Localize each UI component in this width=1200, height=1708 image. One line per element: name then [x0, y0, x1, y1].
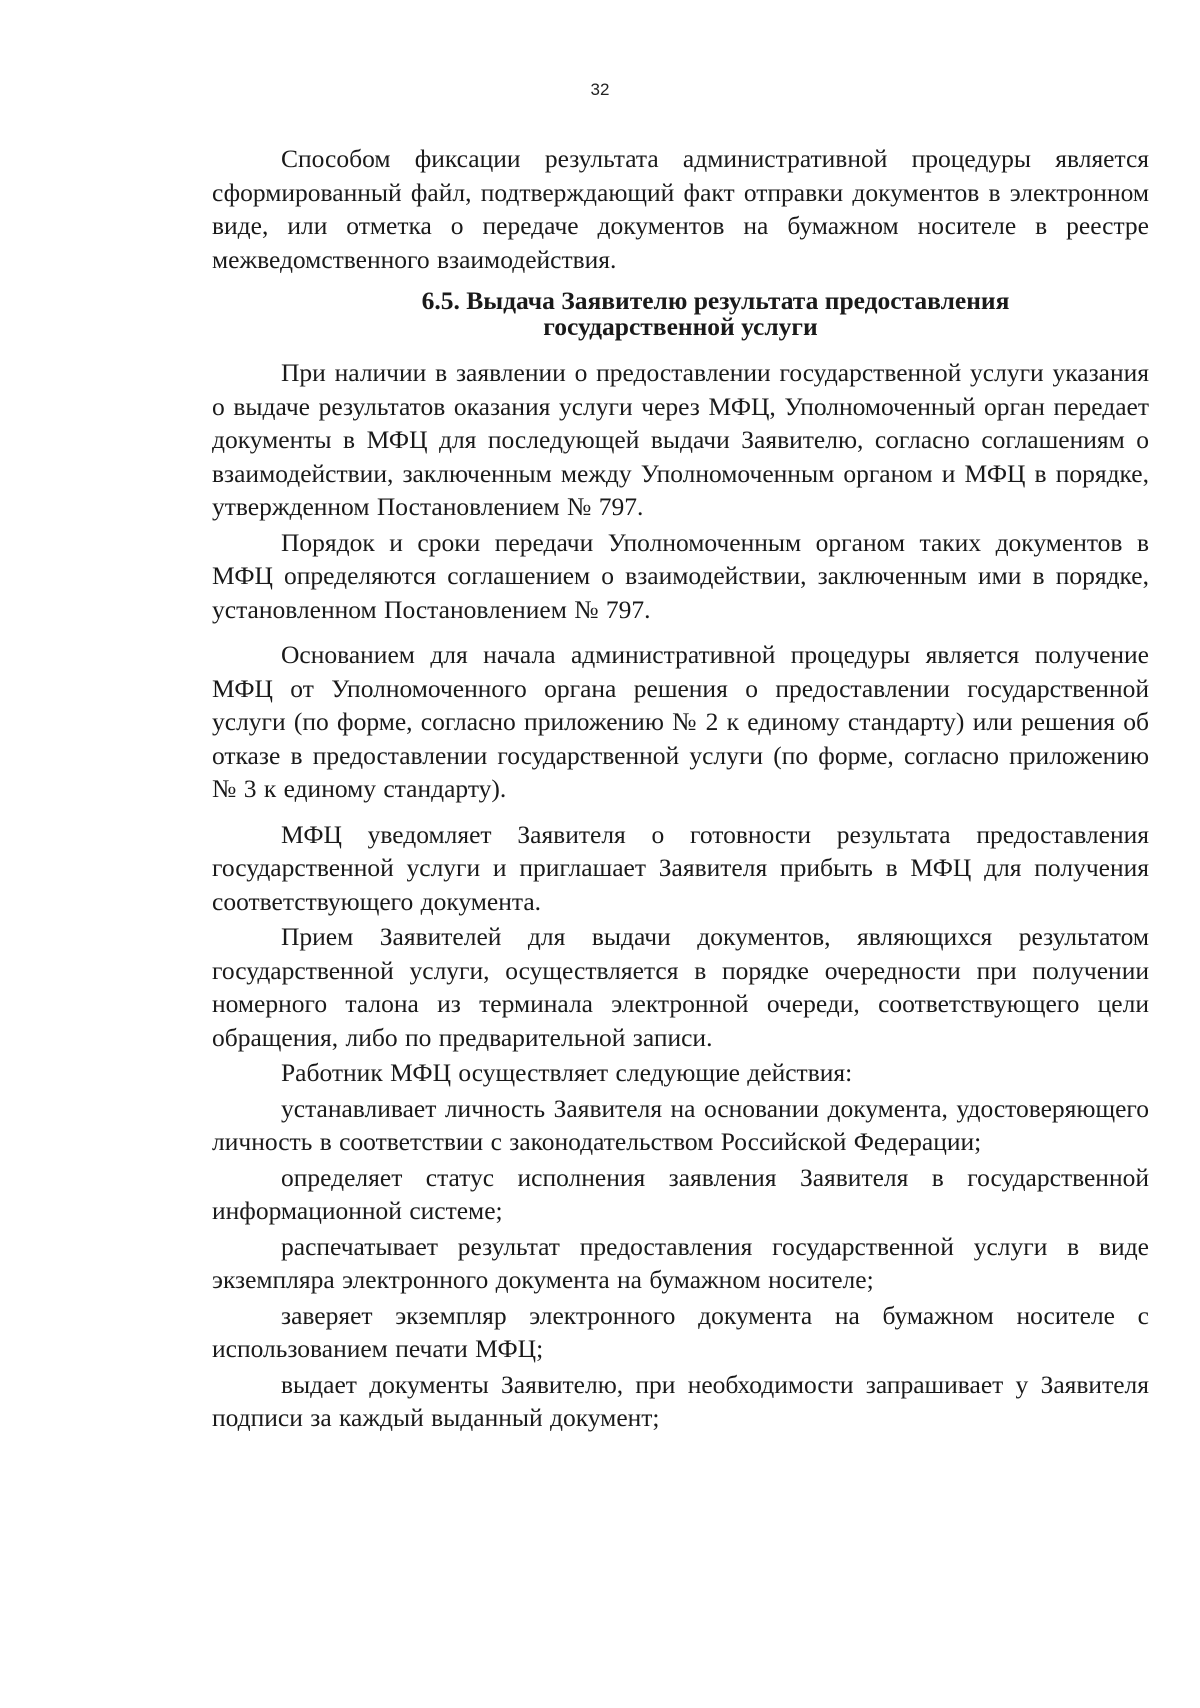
list-item-certify: заверяет экземпляр электронного документа на бумажном носителе с использованием печати МФЦ;	[212, 1300, 1149, 1363]
document-body	[212, 142, 1149, 1435]
paragraph-mfc-transfer: При наличии в заявлении о предоставлении государственной услуги указания о выдаче результатов оказания услуги через МФЦ, Уполномоченный орган передает документы в МФЦ для последующей выдачи Заявителю, согласно соглашениям о взаимодействии, заключенным между Уполномоченным органом и МФЦ в порядке, утвержденном Постановлением № 797.	[212, 358, 1149, 521]
paragraph-worker-actions: Работник МФЦ осуществляет следующие действия:	[281, 1058, 853, 1087]
list-item-print: распечатывает результат предоставления государственной услуги в виде экземпляра электронного документа на бумажном носителе;	[212, 1231, 1149, 1294]
list-item-issue: выдает документы Заявителю, при необходимости запрашивает у Заявителя подписи за каждый выданный документ;	[212, 1369, 1149, 1432]
paragraph-transfer-terms: Порядок и сроки передачи Уполномоченным органом таких документов в МФЦ определяются соглашением о взаимодействии, заключенным ими в порядке, установленном Постановлением № 797.	[212, 527, 1149, 624]
paragraph-fixation-method: Способом фиксации результата административной процедуры является сформированный файл, подтверждающий факт отправки документов в электронном виде, или отметка о передаче документов на бумажном носителе в реестре межведомственного взаимодействия.	[212, 144, 1149, 274]
list-item-status: определяет статус исполнения заявления Заявителя в государственной информационной системе;	[212, 1162, 1149, 1225]
paragraph-applicant-reception: Прием Заявителей для выдачи документов, являющихся результатом государственной услуги, осуществляется в порядке очередности при получении номерного талона из терминала электронной очереди, соответствующего цели обращения, либо по предварительной записи.	[212, 922, 1149, 1052]
section-heading-line-1: 6.5. Выдача Заявителю результата предоставления	[421, 286, 1010, 315]
section-heading	[212, 288, 1149, 340]
paragraph-procedure-basis: Основанием для начала административной процедуры является получение МФЦ от Уполномоченного органа решения о предоставлении государственной услуги (по форме, согласно приложению № 2 к единому стандарту) или решения об отказе в предоставлении государственной услуги (по форме, согласно приложению № 3 к единому стандарту).	[212, 640, 1149, 803]
list-item-identity: устанавливает личность Заявителя на основании документа, удостоверяющего личность в соответствии с законодательством Российской Федерации;	[212, 1093, 1149, 1156]
paragraph-mfc-notification: МФЦ уведомляет Заявителя о готовности результата предоставления государственной услуги и приглашает Заявителя прибыть в МФЦ для получения соответствующего документа.	[212, 819, 1149, 916]
page-number: 32	[590, 80, 610, 99]
section-heading-line-2: государственной услуги	[543, 312, 818, 341]
